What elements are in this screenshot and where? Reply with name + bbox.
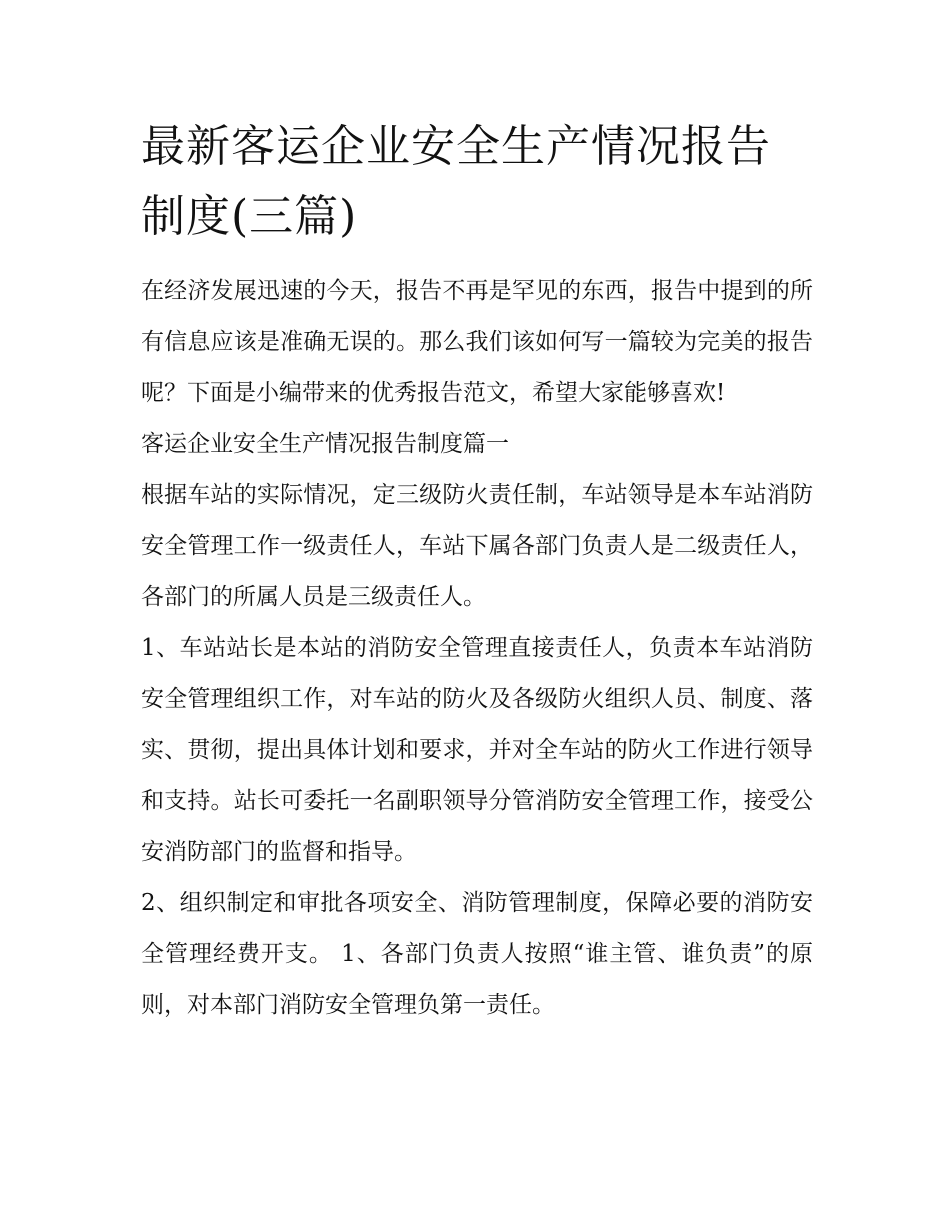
intro-paragraph: 在经济发展迅速的今天，报告不再是罕见的东西，报告中提到的所有信息应该是准确无误的。那么我们该如何写一篇较为完美的报告呢？下面是小编带来的优秀报告范文，希望大家能够喜欢!: [141, 278, 813, 406]
body-paragraph-2: 1、车站站长是本站的消防安全管理直接责任人，负责本车站消防安全管理组织工作，对车站的防火及各级防火组织人员、制度、落实、贯彻，提出具体计划和要求，并对全车站的防火工作进行领导和支持。站长可委托一名副职领导分管消防安全管理工作，接受公安消防部门的监督和指导。: [141, 635, 813, 865]
body-paragraph-1: 根据车站的实际情况，定三级防火责任制，车站领导是本车站消防安全管理工作一级责任人，车站下属各部门负责人是二级责任人，各部门的所属人员是三级责任人。: [141, 482, 813, 610]
document-title: 最新客运企业安全生产情况报告制度(三篇): [141, 121, 771, 242]
body-paragraph-3: 2、组织制定和审批各项安全、消防管理制度，保障必要的消防安全管理经费开支。 1、各部门负责人按照“谁主管、谁负责”的原则，对本部门消防安全管理负第一责任。: [141, 890, 813, 1018]
section-heading: 客运企业安全生产情况报告制度篇一: [141, 431, 509, 457]
document-body: [141, 112, 813, 1031]
